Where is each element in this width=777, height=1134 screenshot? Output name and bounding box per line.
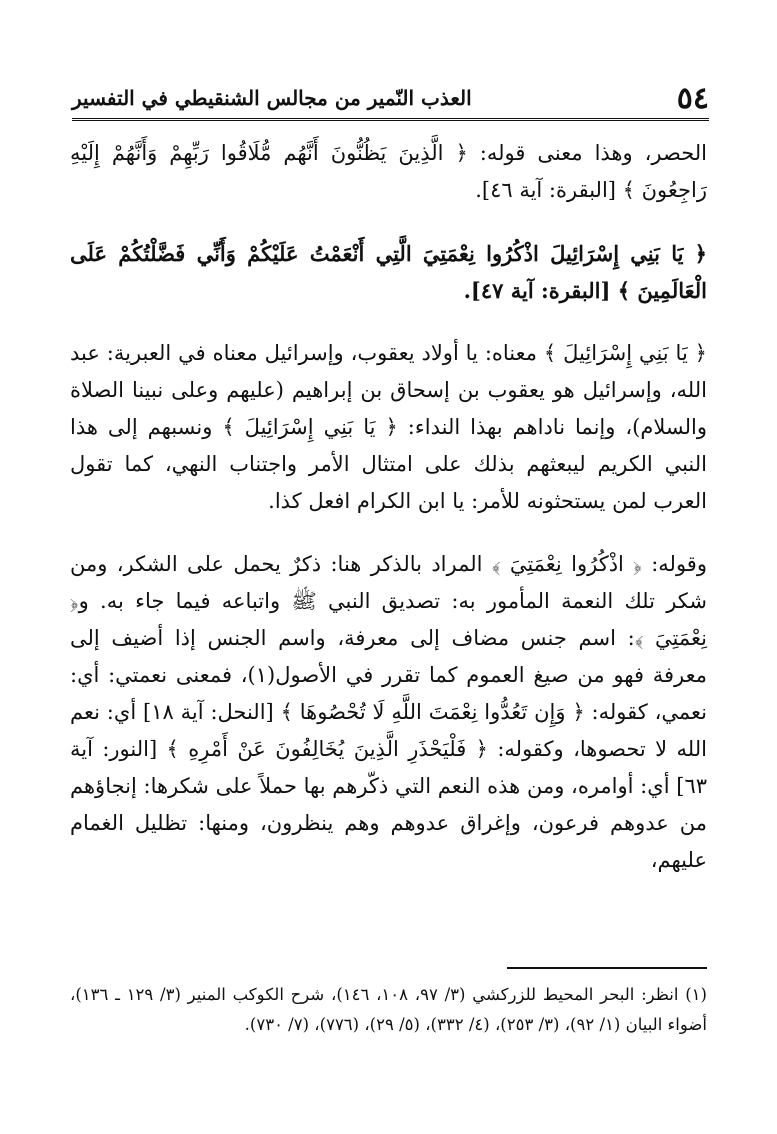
footnote: (١) انظر: البحر المحيط للزركشي (٣/ ٩٧، ١٠٨، ١٤٦)، شرح الكوكب المنير (٣/ ١٢٩ ـ ١٣٦)، أضواء البيان (١/ ٩٢)، (٣/ ٢٥٣)، (٤/ ٣٣٢)، (٥/ ٢٩)، (٧٧٦)، (٧/ ٧٣٠). [70,985,707,1034]
paragraph: وقوله: ﴿ اذْكُرُوا نِعْمَتِيَ ﴾ المراد بالذكر هنا: ذكرٌ يحمل على الشكر، ومن شكر تلك النعمة المأمور به: تصديق النبي ﷺ واتباعه فيما جاء به. و﴿ نِعْمَتِيَ ﴾: اسم جنس مضاف إلى معرفة، واسم الجنس إذا أضيف إلى معرفة فهو من صيغ العموم كما تقرر في الأصول(١)، فمعنى نعمتي: أي: نعمي، كقوله: ﴿ وَإِن تَعُدُّوا نِعْمَتَ اللَّهِ لَا تُحْصُوهَا ﴾ [النحل: آية ١٨] أي: نعم الله لا تحصوها، وكقوله: ﴿ فَلْيَحْذَرِ الَّذِينَ يُخَالِفُونَ عَنْ أَمْرِهِ ﴾ [النور: آية ٦٣] أي: أوامره، ومن هذه النعم التي ذكّرهم بها حملاً على شكرها: إنجاؤهم من عدوهم فرعون، وإغراق عدوهم وهم ينظرون، ومنها: تظليل الغمام عليهم، [70,552,707,872]
main-text [70,135,707,879]
paragraph: الحصر، وهذا معنى قوله: ﴿ الَّذِينَ يَظُنُّونَ أَنَّهُم مُّلَاقُوا رَبِّهِمْ وَأَنَّهُمْ إِلَيْهِ رَاجِعُونَ ﴾ [البقرة: آية ٤٦]. [70,141,707,202]
verse-paragraph: ﴿ يَا بَنِي إِسْرَائِيلَ اذْكُرُوا نِعْمَتِيَ الَّتِي أَنْعَمْتُ عَلَيْكُمْ وَأَنِّي فَضَّلْتُكُمْ عَلَى الْعَالَمِينَ ﴾ [البقرة: آية ٤٧]. [70,241,707,303]
footnotes [70,980,707,1040]
page-number: ٥٤ [676,80,709,116]
running-title: العذب النّمير من مجالس الشنقيطي في التفسير [72,86,472,110]
page-header [72,78,709,121]
footnote-divider [507,967,707,969]
paragraph: ﴿ يَا بَنِي إِسْرَائِيلَ ﴾ معناه: يا أولاد يعقوب، وإسرائيل معناه في العبرية: عبد الله، وإسرائيل هو يعقوب بن إسحاق بن إبراهيم (عليهم وعلى نبينا الصلاة والسلام)، وإنما ناداهم بهذا النداء: ﴿ يَا بَنِي إِسْرَائِيلَ ﴾ ونسبهم إلى هذا النبي الكريم ليبعثهم بذلك على امتثال الأمر واجتناب النهي، كما تقول العرب لمن يستحثونه للأمر: يا ابن الكرام افعل كذا. [70,341,707,513]
